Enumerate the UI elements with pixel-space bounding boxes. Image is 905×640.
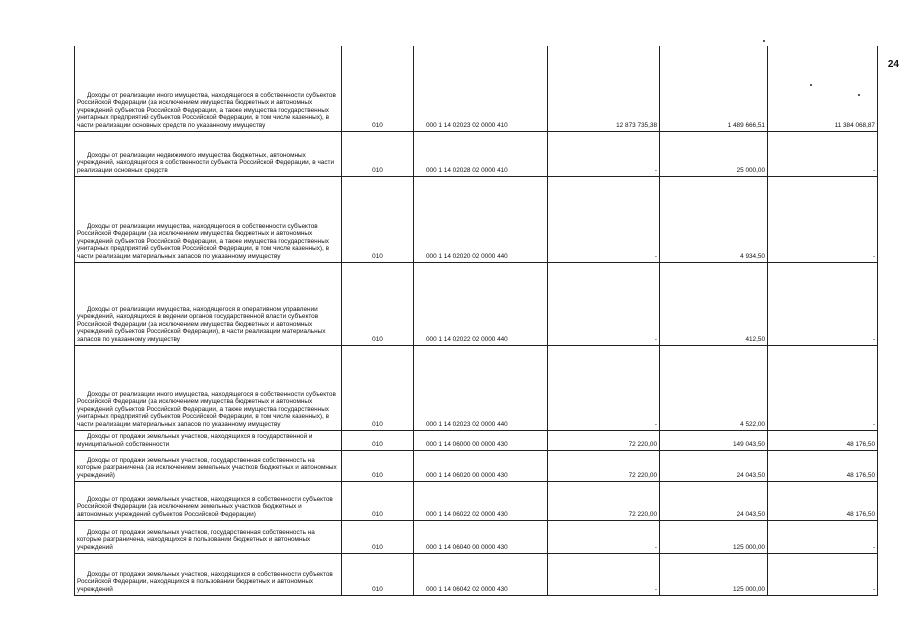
row-name: Доходы от продажи земельных участков, государственная собственность на которые разграничена, находящихся в пользовании бюджетных и автономных учреждений <box>75 520 342 553</box>
row-name: Доходы от реализации имущества, находящегося в оперативном управлении учреждений, находящихся в ведении органов государственной власти субъектов Российской Федерации (за исключением имущества бюджетных и автономных учреждений субъектов Российской Федерации), в части реализации материальных запасов по указанному имуществу <box>75 262 342 345</box>
row-name: Доходы от реализации иного имущества, находящегося в собственности субъектов Российской Федерации (за исключением имущества бюджетных и автономных учреждений субъектов Российской Федерации, а также имущества государственных унитарных предприятий субъектов Российской Федерации, в том числе казенных), в части реализации основных средств по указанному имуществу <box>75 46 342 131</box>
table-row <box>75 430 878 450</box>
table-row <box>75 520 878 553</box>
row-code: 010 <box>342 430 414 450</box>
row-name: Доходы от продажи земельных участков, государственная собственность на которые разграничена (за исключением земельных участков бюджетных и автономных учреждений) <box>75 450 342 481</box>
row-plan-amount: - <box>548 262 660 345</box>
table-row <box>75 345 878 430</box>
row-fact-amount: 4 522,00 <box>660 345 768 430</box>
row-fact-amount: 125 000,00 <box>660 553 768 595</box>
row-kbk: 000 1 14 06022 02 0000 430 <box>414 481 548 520</box>
row-kbk: 000 1 14 06000 00 0000 430 <box>414 430 548 450</box>
row-remaining-amount: 11 384 068,87 <box>768 46 878 131</box>
table-row <box>75 176 878 262</box>
row-code: 010 <box>342 481 414 520</box>
row-code: 010 <box>342 262 414 345</box>
row-name: Доходы от продажи земельных участков, находящихся в собственности субъектов Российской Федерации, находящихся в пользовании бюджетных и автономных учреждений <box>75 553 342 595</box>
row-name: Доходы от продажи земельных участков, находящихся в собственности субъектов Российской Федерации (за исключением земельных участков бюджетных и автономных учреждений субъектов Российской Федерации) <box>75 481 342 520</box>
row-remaining-amount: - <box>768 553 878 595</box>
row-remaining-amount: 48 176,50 <box>768 450 878 481</box>
row-name: Доходы от реализации недвижимого имущества бюджетных, автономных учреждений, находящегося в собственности субъекта Российской Федерации, в части реализации основных средств <box>75 131 342 176</box>
row-kbk: 000 1 14 06040 00 0000 430 <box>414 520 548 553</box>
row-kbk: 000 1 14 06020 00 0000 430 <box>414 450 548 481</box>
row-plan-amount: - <box>548 345 660 430</box>
page-number: 24 <box>887 59 899 70</box>
row-plan-amount: - <box>548 520 660 553</box>
row-fact-amount: 24 043,50 <box>660 481 768 520</box>
row-code: 010 <box>342 520 414 553</box>
row-name: Доходы от реализации имущества, находящегося в собственности субъектов Российской Федерации (за исключением имущества бюджетных и автономных учреждений субъектов Российской Федерации, а также имущества государственных унитарных предприятий субъектов Российской Федерации, в том числе казенных), в части реализации материальных запасов по указанному имуществу <box>75 176 342 262</box>
row-plan-amount: 12 873 735,38 <box>548 46 660 131</box>
row-fact-amount: 125 000,00 <box>660 520 768 553</box>
row-code: 010 <box>342 176 414 262</box>
row-code: 010 <box>342 553 414 595</box>
row-fact-amount: 412,50 <box>660 262 768 345</box>
row-plan-amount: 72 220,00 <box>548 430 660 450</box>
table-body <box>75 46 878 595</box>
table-row <box>75 262 878 345</box>
row-remaining-amount: - <box>768 520 878 553</box>
table-row <box>75 131 878 176</box>
row-name: Доходы от продажи земельных участков, находящихся в государственной и муниципальной собственности <box>75 430 342 450</box>
row-fact-amount: 24 043,50 <box>660 450 768 481</box>
row-code: 010 <box>342 131 414 176</box>
row-kbk: 000 1 14 02028 02 0000 410 <box>414 131 548 176</box>
row-remaining-amount: 48 176,50 <box>768 430 878 450</box>
row-remaining-amount: - <box>768 131 878 176</box>
row-plan-amount: 72 220,00 <box>548 481 660 520</box>
row-kbk: 000 1 14 02020 02 0000 440 <box>414 176 548 262</box>
row-name: Доходы от реализации иного имущества, находящегося в собственности субъектов Российской Федерации (за исключением имущества бюджетных и автономных учреждений субъектов Российской Федерации, а также имущества государственных унитарных предприятий субъектов Российской Федерации, в том числе казенных), в части реализации материальных запасов по указанному имуществу <box>75 345 342 430</box>
row-fact-amount: 149 043,50 <box>660 430 768 450</box>
row-kbk: 000 1 14 02022 02 0000 440 <box>414 262 548 345</box>
row-fact-amount: 25 000,00 <box>660 131 768 176</box>
row-plan-amount: 72 220,00 <box>548 450 660 481</box>
row-remaining-amount: - <box>768 262 878 345</box>
row-remaining-amount: - <box>768 176 878 262</box>
row-plan-amount: - <box>548 176 660 262</box>
row-remaining-amount: 48 176,50 <box>768 481 878 520</box>
table-row <box>75 481 878 520</box>
row-remaining-amount: - <box>768 345 878 430</box>
row-plan-amount: - <box>548 131 660 176</box>
row-code: 010 <box>342 345 414 430</box>
row-fact-amount: 4 934,50 <box>660 176 768 262</box>
row-plan-amount: - <box>548 553 660 595</box>
row-code: 010 <box>342 46 414 131</box>
row-kbk: 000 1 14 02023 02 0000 440 <box>414 345 548 430</box>
row-code: 010 <box>342 450 414 481</box>
revenue-table <box>74 46 878 596</box>
table-row <box>75 450 878 481</box>
row-fact-amount: 1 489 666,51 <box>660 46 768 131</box>
row-kbk: 000 1 14 06042 02 0000 430 <box>414 553 548 595</box>
scan-speck <box>763 40 765 42</box>
table-row <box>75 553 878 595</box>
row-kbk: 000 1 14 02023 02 0000 410 <box>414 46 548 131</box>
table-row <box>75 46 878 131</box>
